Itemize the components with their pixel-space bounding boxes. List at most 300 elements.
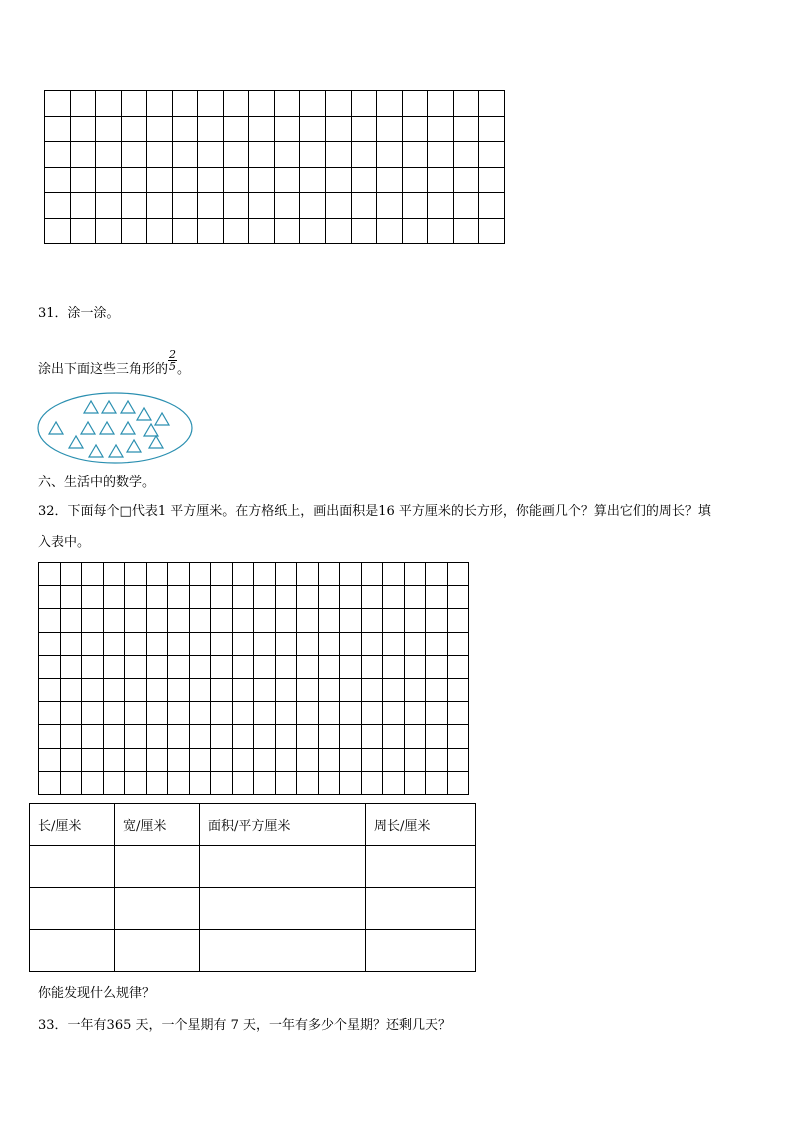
grid-cell — [125, 632, 147, 655]
grid-cell — [340, 678, 362, 701]
grid-cell — [383, 702, 405, 725]
table-cell-blank[interactable] — [30, 888, 115, 930]
grid-row — [45, 218, 505, 244]
grid-cell — [428, 218, 454, 244]
grid-cell — [198, 193, 224, 219]
grid-cell — [103, 748, 125, 771]
grid-cell — [189, 702, 211, 725]
grid-cell — [39, 748, 61, 771]
grid-cell — [172, 142, 198, 168]
grid-cell — [383, 725, 405, 748]
grid-cell — [275, 748, 297, 771]
grid-cell — [146, 748, 168, 771]
triangle-icon[interactable] — [121, 422, 135, 434]
grid-cell — [45, 142, 71, 168]
fraction-denominator: 5 — [169, 360, 177, 373]
grid-cell — [172, 193, 198, 219]
grid-cell — [254, 655, 276, 678]
grid-cell — [82, 609, 104, 632]
table-cell-blank[interactable] — [115, 846, 200, 888]
grid-cell — [121, 193, 147, 219]
grid-cell — [297, 702, 319, 725]
grid-cell — [297, 678, 319, 701]
grid-row — [45, 116, 505, 142]
grid-cell — [172, 91, 198, 117]
grid-cell — [82, 655, 104, 678]
grid-cell — [103, 609, 125, 632]
grid-cell — [125, 771, 147, 794]
grid-cell — [147, 193, 173, 219]
grid-row — [39, 771, 469, 794]
grid-cell — [254, 609, 276, 632]
grid-cell — [297, 655, 319, 678]
grid-cell — [274, 91, 300, 117]
grid-cell — [361, 563, 383, 586]
grid-cell — [60, 725, 82, 748]
question-33-text: 33．一年有365 天，一个星期有 7 天，一年有多少个星期？还剩几天？ — [38, 1018, 452, 1033]
table-cell-blank[interactable] — [200, 930, 366, 972]
grid-cell — [428, 167, 454, 193]
grid-cell — [39, 609, 61, 632]
grid-cell — [361, 725, 383, 748]
grid-cell — [300, 218, 326, 244]
grid-cell — [318, 725, 340, 748]
grid-cell — [447, 678, 469, 701]
fraction-two-fifths — [168, 349, 177, 372]
grid-cell — [147, 218, 173, 244]
grid-cell — [254, 702, 276, 725]
grid-cell — [318, 655, 340, 678]
grid-cell — [383, 609, 405, 632]
grid-cell — [274, 142, 300, 168]
grid-row — [39, 563, 469, 586]
triangle-icon[interactable] — [89, 445, 103, 457]
grid-row — [39, 702, 469, 725]
grid-cell — [121, 142, 147, 168]
grid-cell — [254, 632, 276, 655]
grid-cell — [223, 91, 249, 117]
triangle-icon[interactable] — [155, 413, 169, 425]
table-cell-blank[interactable] — [30, 846, 115, 888]
grid-cell — [383, 678, 405, 701]
grid-cell — [60, 632, 82, 655]
grid-cell — [377, 116, 403, 142]
grid-cell — [404, 609, 426, 632]
grid-cell — [82, 563, 104, 586]
grid-cell — [211, 748, 233, 771]
set-ellipse — [38, 393, 192, 463]
grid-cell — [300, 91, 326, 117]
grid-cell — [383, 586, 405, 609]
grid-cell — [402, 116, 428, 142]
grid-cell — [223, 167, 249, 193]
grid-cell — [198, 116, 224, 142]
grid-cell — [447, 655, 469, 678]
grid-cell — [60, 702, 82, 725]
grid-cell — [125, 563, 147, 586]
grid-cell — [82, 586, 104, 609]
grid-cell — [300, 142, 326, 168]
grid-cell — [361, 609, 383, 632]
triangle-icon[interactable] — [121, 401, 135, 413]
grid-cell — [60, 771, 82, 794]
triangle-icon[interactable] — [102, 401, 116, 413]
header-area: 面积/平方厘米 — [200, 804, 366, 846]
grid-cell — [340, 771, 362, 794]
section-6-title: 六、生活中的数学。 — [38, 475, 156, 490]
grid-cell — [300, 167, 326, 193]
triangle-icon[interactable] — [109, 445, 123, 457]
grid-cell — [249, 116, 275, 142]
grid-cell — [96, 218, 122, 244]
grid-cell — [103, 563, 125, 586]
table-row — [30, 888, 476, 930]
table-cell-blank[interactable] — [200, 846, 366, 888]
triangle-icon[interactable] — [81, 422, 95, 434]
grid-cell — [447, 771, 469, 794]
grid-cell — [404, 748, 426, 771]
grid-cell — [361, 771, 383, 794]
grid-cell — [479, 218, 505, 244]
question-31-text: 涂出下面这些三角形的 — [38, 362, 169, 377]
question-31-end: 。 — [177, 362, 191, 377]
grid-cell — [404, 632, 426, 655]
grid-cell — [125, 609, 147, 632]
grid-cell — [70, 167, 96, 193]
grid-cell — [383, 748, 405, 771]
question-32-line1: 32．下面每个□代表1 平方厘米。在方格纸上，画出面积是16 平方厘米的长方形，你能画几个？算出它们的周长？填 — [38, 504, 711, 519]
grid-row — [45, 142, 505, 168]
grid-cell — [402, 167, 428, 193]
table-cell-blank[interactable] — [366, 888, 476, 930]
grid-cell — [383, 563, 405, 586]
grid-row — [45, 91, 505, 117]
grid-cell — [82, 748, 104, 771]
grid-cell — [275, 678, 297, 701]
table-row — [30, 930, 476, 972]
grid-cell — [275, 771, 297, 794]
grid-cell — [232, 563, 254, 586]
grid-row — [39, 655, 469, 678]
grid-cell — [125, 586, 147, 609]
grid-cell — [146, 678, 168, 701]
grid-cell — [232, 771, 254, 794]
grid-cell — [82, 632, 104, 655]
top-square-grid — [44, 90, 505, 244]
grid-cell — [426, 748, 448, 771]
grid-cell — [275, 586, 297, 609]
grid-cell — [404, 771, 426, 794]
grid-cell — [377, 142, 403, 168]
grid-cell — [146, 586, 168, 609]
grid-cell — [447, 748, 469, 771]
grid-cell — [300, 193, 326, 219]
grid-cell — [189, 725, 211, 748]
grid-cell — [125, 725, 147, 748]
grid-cell — [198, 218, 224, 244]
grid-cell — [147, 142, 173, 168]
grid-cell — [275, 632, 297, 655]
grid-cell — [198, 167, 224, 193]
grid-row — [45, 167, 505, 193]
triangle-set-ellipse — [36, 390, 196, 468]
grid-cell — [96, 167, 122, 193]
grid-cell — [82, 725, 104, 748]
grid-cell — [232, 632, 254, 655]
grid-cell — [326, 116, 352, 142]
grid-cell — [377, 167, 403, 193]
square-cm-grid — [38, 562, 469, 795]
grid-cell — [361, 678, 383, 701]
grid-cell — [232, 655, 254, 678]
grid-cell — [254, 678, 276, 701]
grid-cell — [318, 609, 340, 632]
grid-cell — [479, 116, 505, 142]
grid-cell — [351, 218, 377, 244]
grid-cell — [447, 725, 469, 748]
grid-cell — [377, 193, 403, 219]
grid-cell — [70, 116, 96, 142]
grid-cell — [96, 142, 122, 168]
grid-cell — [103, 725, 125, 748]
grid-cell — [428, 193, 454, 219]
grid-cell — [361, 748, 383, 771]
grid-cell — [189, 678, 211, 701]
grid-cell — [146, 632, 168, 655]
table-cell-blank[interactable] — [366, 846, 476, 888]
grid-cell — [39, 586, 61, 609]
grid-cell — [426, 586, 448, 609]
grid-cell — [146, 655, 168, 678]
grid-cell — [326, 91, 352, 117]
grid-cell — [274, 116, 300, 142]
results-table — [29, 803, 476, 972]
grid-cell — [275, 563, 297, 586]
grid-cell — [146, 702, 168, 725]
grid-cell — [211, 771, 233, 794]
grid-cell — [45, 167, 71, 193]
grid-cell — [340, 702, 362, 725]
grid-cell — [189, 655, 211, 678]
header-perimeter: 周长/厘米 — [366, 804, 476, 846]
grid-cell — [428, 116, 454, 142]
grid-cell — [340, 609, 362, 632]
grid-cell — [404, 655, 426, 678]
grid-cell — [168, 609, 190, 632]
grid-cell — [318, 702, 340, 725]
grid-cell — [254, 725, 276, 748]
grid-cell — [189, 771, 211, 794]
grid-cell — [351, 116, 377, 142]
grid-cell — [232, 725, 254, 748]
grid-cell — [318, 678, 340, 701]
grid-cell — [96, 193, 122, 219]
grid-cell — [232, 609, 254, 632]
grid-cell — [361, 655, 383, 678]
grid-cell — [125, 678, 147, 701]
grid-cell — [189, 632, 211, 655]
grid-cell — [402, 142, 428, 168]
grid-cell — [447, 563, 469, 586]
grid-cell — [198, 142, 224, 168]
grid-cell — [249, 142, 275, 168]
grid-cell — [168, 702, 190, 725]
grid-cell — [351, 193, 377, 219]
triangle-icon[interactable] — [84, 401, 98, 413]
grid-row — [39, 725, 469, 748]
triangle-icon[interactable] — [100, 422, 114, 434]
grid-cell — [275, 725, 297, 748]
triangle-icon[interactable] — [149, 436, 163, 448]
grid-cell — [318, 748, 340, 771]
grid-cell — [297, 609, 319, 632]
triangle-icon[interactable] — [137, 408, 151, 420]
grid-cell — [249, 218, 275, 244]
grid-cell — [426, 563, 448, 586]
grid-cell — [39, 563, 61, 586]
triangle-icon[interactable] — [144, 424, 158, 436]
grid-cell — [70, 142, 96, 168]
grid-cell — [426, 609, 448, 632]
grid-cell — [453, 193, 479, 219]
grid-cell — [340, 586, 362, 609]
grid-cell — [404, 702, 426, 725]
table-cell-blank[interactable] — [200, 888, 366, 930]
triangle-icon[interactable] — [127, 440, 141, 452]
grid-cell — [340, 632, 362, 655]
triangle-group — [49, 401, 169, 457]
grid-cell — [223, 193, 249, 219]
grid-cell — [211, 586, 233, 609]
grid-cell — [211, 678, 233, 701]
grid-cell — [189, 563, 211, 586]
grid-cell — [404, 678, 426, 701]
triangle-icon[interactable] — [49, 422, 63, 434]
grid-cell — [426, 725, 448, 748]
table-cell-blank[interactable] — [30, 930, 115, 972]
grid-cell — [121, 167, 147, 193]
grid-cell — [96, 116, 122, 142]
grid-cell — [402, 91, 428, 117]
question-31-instruction — [38, 348, 191, 381]
grid-cell — [297, 563, 319, 586]
grid-cell — [426, 678, 448, 701]
table-cell-blank[interactable] — [115, 930, 200, 972]
grid-cell — [318, 632, 340, 655]
grid-cell — [121, 116, 147, 142]
grid-cell — [189, 748, 211, 771]
grid-cell — [39, 771, 61, 794]
grid-cell — [232, 678, 254, 701]
grid-cell — [60, 586, 82, 609]
grid-cell — [447, 702, 469, 725]
grid-cell — [318, 563, 340, 586]
grid-cell — [211, 655, 233, 678]
grid-cell — [172, 218, 198, 244]
grid-cell — [249, 91, 275, 117]
grid-cell — [70, 91, 96, 117]
grid-cell — [404, 563, 426, 586]
grid-cell — [453, 142, 479, 168]
grid-cell — [426, 702, 448, 725]
triangle-icon[interactable] — [69, 436, 83, 448]
grid-cell — [82, 678, 104, 701]
grid-cell — [39, 725, 61, 748]
fraction-numerator: 2 — [169, 348, 177, 361]
grid-cell — [211, 563, 233, 586]
grid-cell — [211, 609, 233, 632]
grid-cell — [249, 167, 275, 193]
grid-cell — [426, 632, 448, 655]
grid-cell — [70, 193, 96, 219]
grid-cell — [254, 771, 276, 794]
grid-cell — [300, 116, 326, 142]
grid-row — [39, 678, 469, 701]
grid-cell — [39, 655, 61, 678]
grid-cell — [318, 771, 340, 794]
grid-cell — [275, 702, 297, 725]
grid-cell — [168, 748, 190, 771]
grid-cell — [447, 609, 469, 632]
results-table-body — [30, 804, 476, 972]
grid-cell — [361, 702, 383, 725]
grid-cell — [60, 563, 82, 586]
grid-cell — [198, 91, 224, 117]
grid-cell — [479, 193, 505, 219]
grid-cell — [146, 563, 168, 586]
grid-cell — [168, 632, 190, 655]
grid-cell — [232, 748, 254, 771]
grid-cell — [453, 116, 479, 142]
grid-cell — [60, 655, 82, 678]
grid-cell — [211, 725, 233, 748]
grid-cell — [254, 586, 276, 609]
question-31-title: 31．涂一涂。 — [38, 306, 120, 321]
table-cell-blank[interactable] — [366, 930, 476, 972]
grid-cell — [146, 771, 168, 794]
grid-cell — [383, 771, 405, 794]
grid-cell — [340, 655, 362, 678]
grid-cell — [147, 91, 173, 117]
grid-cell — [326, 193, 352, 219]
grid-row — [39, 748, 469, 771]
grid-cell — [275, 609, 297, 632]
grid-cell — [377, 218, 403, 244]
grid-cell — [383, 655, 405, 678]
grid-cell — [402, 218, 428, 244]
grid-cell — [254, 748, 276, 771]
grid-cell — [103, 678, 125, 701]
grid-cell — [383, 632, 405, 655]
grid-cell — [232, 702, 254, 725]
grid-cell — [168, 655, 190, 678]
grid-cell — [340, 563, 362, 586]
grid-cell — [297, 586, 319, 609]
grid-cell — [39, 678, 61, 701]
grid-cell — [103, 632, 125, 655]
grid-cell — [45, 91, 71, 117]
grid-cell — [60, 609, 82, 632]
grid-cell — [275, 655, 297, 678]
grid-cell — [168, 563, 190, 586]
table-cell-blank[interactable] — [115, 888, 200, 930]
grid-cell — [428, 142, 454, 168]
grid-cell — [340, 748, 362, 771]
grid-cell — [125, 748, 147, 771]
grid-cell — [146, 609, 168, 632]
grid-cell — [297, 632, 319, 655]
grid-cell — [82, 771, 104, 794]
